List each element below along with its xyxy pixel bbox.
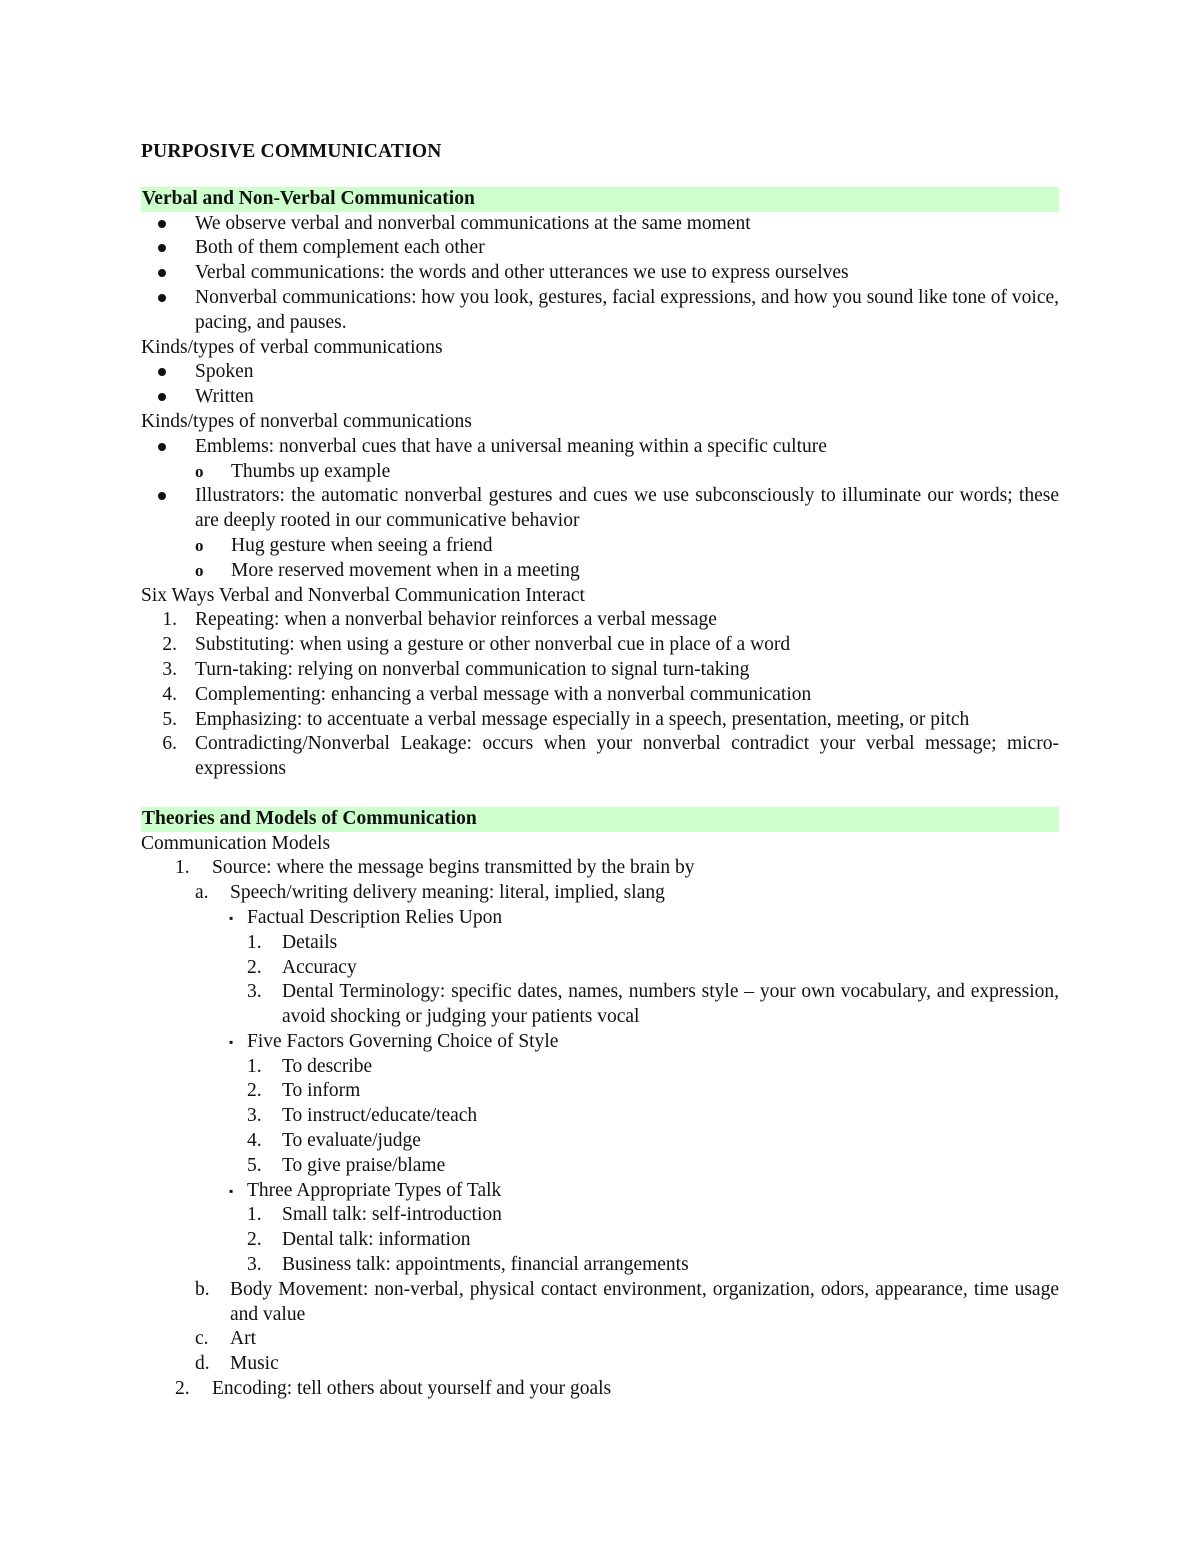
numbered-item: 1. Details	[247, 931, 338, 953]
square-bullet-item: ▪ Three Appropriate Types of Talk	[141, 1179, 1059, 1204]
models-label: Communication Models	[141, 832, 331, 854]
bullet-item: Nonverbal communications: how you look, gestures, facial expressions, and how you sound like tone of voice, pacing, and pauses.	[141, 286, 1059, 336]
bullet-item: Illustrators: the automatic nonverbal gestures and cues we use subconsciously to illuminate our words; these are deeply rooted in our communicative behavior	[141, 484, 1059, 534]
numbered-item: 5. Emphasizing: to accentuate a verbal message especially in a speech, presentation, meeting, or pitch	[162, 708, 970, 730]
lettered-item: b. Body Movement: non-verbal, physical contact environment, organization, odors, appearance, time usage and value	[195, 1278, 1059, 1325]
numbered-item: 2. To inform	[247, 1080, 361, 1102]
sub-bullet-marker: o	[195, 461, 204, 481]
section-heading-verbal-nonverbal: Verbal and Non-Verbal Communication	[141, 187, 1059, 212]
sub-bullet-marker: o	[195, 535, 204, 555]
numbered-item: 3. Business talk: appointments, financial arrangements	[247, 1254, 689, 1276]
numbered-item: 1. To describe	[247, 1055, 373, 1077]
sub-bullet-item: o More reserved movement when in a meeting	[141, 559, 1059, 584]
bullet-item: Spoken	[141, 360, 1059, 385]
numbered-item: 2. Substituting: when using a gesture or other nonverbal cue in place of a word	[162, 634, 791, 656]
square-bullet-item: ▪ Five Factors Governing Choice of Style	[141, 1030, 1059, 1055]
square-bullet-item: ▪ Factual Description Relies Upon	[141, 906, 1059, 931]
bullet-item: Verbal communications: the words and other utterances we use to express ourselves	[141, 261, 1059, 286]
square-bullet-icon: ▪	[229, 1034, 234, 1049]
lettered-item: d. Music	[195, 1353, 279, 1375]
section-heading-theories-models: Theories and Models of Communication	[141, 807, 1059, 832]
lettered-item: c. Art	[195, 1328, 256, 1350]
square-bullet-icon: ▪	[229, 1183, 234, 1198]
document-title: PURPOSIVE COMMUNICATION	[141, 141, 442, 162]
numbered-item: 4. Complementing: enhancing a verbal message with a nonverbal communication	[162, 683, 812, 705]
numbered-item: 1. Source: where the message begins transmitted by the brain by	[175, 857, 695, 879]
bullet-item: Written	[141, 385, 1059, 410]
sub-bullet-marker: o	[195, 560, 204, 580]
numbered-item: 1. Repeating: when a nonverbal behavior reinforces a verbal message	[162, 609, 717, 631]
numbered-item: 2. Encoding: tell others about yourself and your goals	[175, 1378, 612, 1400]
numbered-item: 3. Dental Terminology: specific dates, names, numbers style – your own vocabulary, and expression, avoid shocking or judging your patients vocal	[247, 981, 1059, 1028]
numbered-item: 3. Turn-taking: relying on nonverbal communication to signal turn-taking	[162, 658, 750, 680]
verbal-kinds-label: Kinds/types of verbal communications	[141, 336, 443, 358]
numbered-item: 5. To give praise/blame	[247, 1154, 446, 1176]
document-page	[141, 140, 1059, 1402]
square-bullet-icon: ▪	[229, 910, 234, 925]
six-ways-label: Six Ways Verbal and Nonverbal Communication Interact	[141, 584, 585, 606]
blank-line	[141, 782, 1059, 807]
bullet-item: Emblems: nonverbal cues that have a universal meaning within a specific culture	[141, 435, 1059, 460]
numbered-item: 2. Accuracy	[247, 956, 357, 978]
numbered-item: 2. Dental talk: information	[247, 1229, 471, 1251]
sub-bullet-item: o Thumbs up example	[141, 460, 1059, 485]
sub-bullet-item: o Hug gesture when seeing a friend	[141, 534, 1059, 559]
bullet-item: Both of them complement each other	[141, 236, 1059, 261]
numbered-item: 4. To evaluate/judge	[247, 1130, 421, 1152]
numbered-item: 1. Small talk: self-introduction	[247, 1204, 502, 1226]
numbered-item: 3. To instruct/educate/teach	[247, 1105, 478, 1127]
bullet-item: We observe verbal and nonverbal communications at the same moment	[141, 212, 1059, 237]
lettered-item: a. Speech/writing delivery meaning: literal, implied, slang	[195, 882, 665, 904]
numbered-item: 6. Contradicting/Nonverbal Leakage: occurs when your nonverbal contradict your verbal message; micro-expressions	[162, 733, 1059, 780]
nonverbal-kinds-label: Kinds/types of nonverbal communications	[141, 410, 472, 432]
